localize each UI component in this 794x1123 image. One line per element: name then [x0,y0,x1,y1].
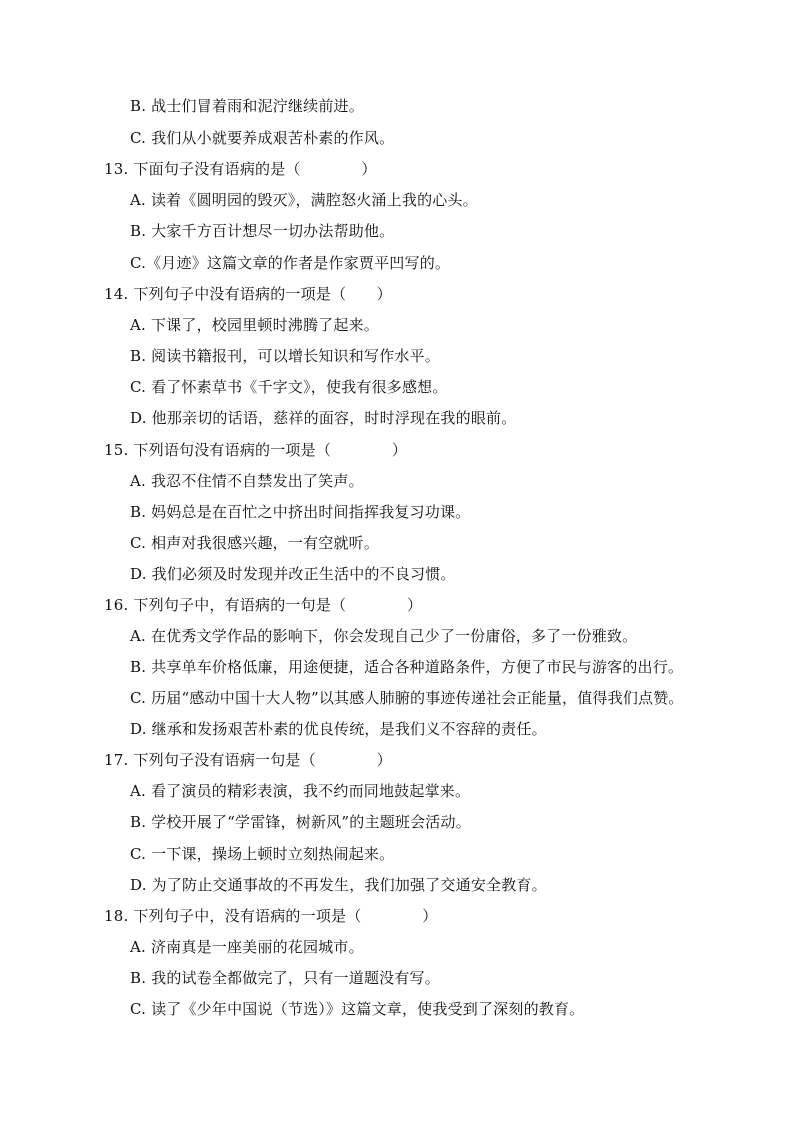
option-text: C. 我们从小就要养成艰苦朴素的作风。 [130,129,395,147]
option-text: A. 下课了，校园里顿时沸腾了起来。 [130,316,379,334]
option-text: B. 共享单车价格低廉，用途便捷，适合各种道路条件，方便了市民与游客的出行。 [130,658,684,676]
option-text: C.《月迹》这篇文章的作者是作家贾平凹写的。 [130,254,451,272]
option-text: A. 济南真是一座美丽的花园城市。 [130,938,364,956]
option-text: D. 为了防止交通事故的不再发生，我们加强了交通安全教育。 [130,876,547,894]
option-text: D. 他那亲切的话语，慈祥的面容，时时浮现在我的眼前。 [130,409,517,427]
option-text: A. 在优秀文学作品的影响下，你会发现自己少了一份庸俗，多了一份雅致。 [130,627,638,645]
option-text: C. 一下课，操场上顿时立刻热闹起来。 [130,845,395,863]
option-text: A. 看了演员的精彩表演，我不约而同地鼓起掌来。 [130,782,471,800]
question-text: 18. 下列句子中，没有语病的一项是（ ） [104,907,438,925]
option-text: D. 继承和发扬艰苦朴素的优良传统，是我们义不容辞的责任。 [130,720,547,738]
option-text: C. 历届“感动中国十大人物”以其感人肺腑的事迹传递社会正能量，值得我们点赞。 [130,689,684,707]
option-text: B. 妈妈总是在百忙之中挤出时间指挥我复习功课。 [130,503,471,521]
option-text: B. 我的试卷全都做完了，只有一道题没有写。 [130,969,440,987]
option-text: C. 相声对我很感兴趣，一有空就听。 [130,534,380,552]
option-text: A. 我忍不住情不自禁发出了笑声。 [130,472,364,490]
question-text: 15. 下列语句没有语病的一项是（ ） [104,441,408,459]
question-text: 17. 下列句子没有语病一句是（ ） [104,751,392,769]
option-text: A. 读着《圆明园的毁灭》，满腔怒火涌上我的心头。 [130,191,478,209]
option-text: C. 读了《少年中国说（节选）》这篇文章，使我受到了深刻的教育。 [130,1000,585,1018]
option-text: B. 大家千方百计想尽一切办法帮助他。 [130,222,395,240]
option-text: B. 战士们冒着雨和泥泞继续前进。 [130,97,364,115]
question-text: 14. 下列句子中没有语病的一项是（ ） [104,285,392,303]
option-text: B. 阅读书籍报刊，可以增长知识和写作水平。 [130,347,440,365]
option-text: D. 我们必须及时发现并改正生活中的不良习惯。 [130,565,456,583]
question-text: 13. 下面句子没有语病的是（ ） [104,160,377,178]
question-text: 16. 下列句子中，有语病的一句是（ ） [104,596,423,614]
option-text: C. 看了怀素草书《千字文》，使我有很多感想。 [130,378,448,396]
option-text: B. 学校开展了“学雷锋，树新风”的主题班会活动。 [130,813,471,831]
